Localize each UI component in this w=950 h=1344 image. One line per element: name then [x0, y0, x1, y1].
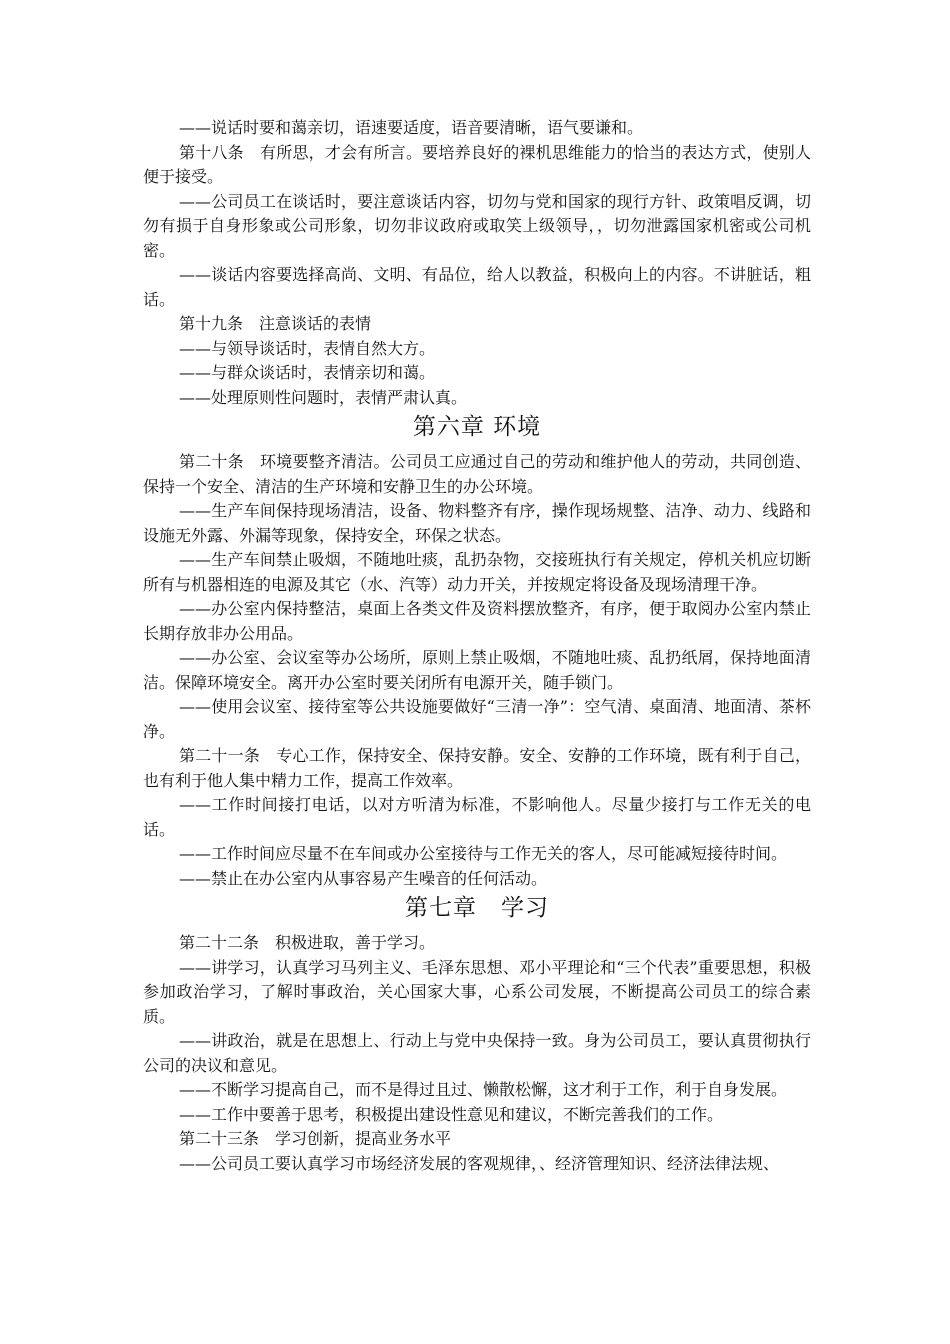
paragraph: ——使用会议室、接待室等公共设施要做好“三清一净”：空气清、桌面清、地面清、茶杯净。	[143, 697, 811, 741]
paragraph: ——与领导谈话时，表情自然大方。	[179, 338, 436, 358]
paragraph: ——办公室内保持整洁，桌面上各类文件及资料摆放整齐，有序，便于取阅办公室内禁止长期存放非办公用品。	[143, 599, 811, 643]
paragraph: ——说话时要和蔼亲切，语速要适度，语音要清晰，语气要谦和。	[179, 118, 644, 137]
paragraph: ——禁止在办公室内从事容易产生噪音的任何活动。	[179, 868, 548, 888]
chapter-7-heading: 第七章 学习	[405, 895, 549, 921]
article-23: 第二十三条 学习创新，提高业务水平	[179, 1129, 452, 1148]
paragraph: ——处理原则性问题时，表情严肃认真。	[179, 387, 468, 407]
paragraph: ——讲政治，就是在思想上、行动上与党中央保持一致。身为公司员工，要认真贯彻执行公司的决议和意见。	[143, 1031, 811, 1075]
paragraph: ——谈话内容要选择高尚、文明、有品位，给人以教益，积极向上的内容。不讲脏话，粗话。	[143, 265, 811, 309]
paragraph: ——公司员工要认真学习市场经济发展的客观规律，、经济管理知识、经济法律法规、	[179, 1153, 780, 1173]
article-18: 第十八条 有所思，才会有所言。要培养良好的裸机思维能力的恰当的表达方式，使别人便于接受。	[143, 142, 811, 186]
document-body	[143, 116, 811, 1176]
paragraph: ——公司员工在谈话时，要注意谈话内容，切勿与党和国家的现行方针、政策唱反调，切勿有损于自身形象或公司形象，切勿非议政府或取笑上级领导，，切勿泄露国家机密或公司机密。	[143, 191, 811, 260]
article-20: 第二十条 环境要整齐清洁。公司员工应通过自己的劳动和维护他人的劳动，共同创造、保持一个安全、清洁的生产环境和安静卫生的办公环境。	[143, 452, 811, 496]
paragraph: ——讲学习，认真学习马列主义、毛泽东思想、邓小平理论和“三个代表”重要思想，积极参加政治学习，了解时事政治，关心国家大事，心系公司发展，不断提高公司员工的综合素质。	[143, 957, 811, 1026]
paragraph: ——不断学习提高自己，而不是得过且过、懒散松懈，这才利于工作，利于自身发展。	[179, 1080, 788, 1099]
article-19: 第十九条 注意谈话的表情	[179, 314, 372, 333]
paragraph: ——生产车间保持现场清洁，设备、物料整齐有序，操作现场规整、洁净、动力、线路和设施无外露、外漏等现象，保持安全，环保之状态。	[143, 501, 811, 545]
paragraph: ——生产车间禁止吸烟，不随地吐痰，乱扔杂物，交接班执行有关规定，停机关机应切断所有与机器相连的电源及其它（水、汽等）动力开关，并按规定将设备及现场清理干净。	[143, 550, 811, 594]
article-22: 第二十二条 积极进取，善于学习。	[179, 933, 436, 952]
paragraph: ——办公室、会议室等办公场所，原则上禁止吸烟，不随地吐痰、乱扔纸屑，保持地面清洁。保障环境安全。离开办公室时要关闭所有电源开关，随手锁门。	[143, 648, 811, 692]
paragraph: ——工作时间接打电话，以对方听清为标准，不影响他人。尽量少接打与工作无关的电话。	[143, 795, 811, 839]
article-21: 第二十一条 专心工作，保持安全、保持安静。安全、安静的工作环境，既有利于自己，也有利于他人集中精力工作，提高工作效率。	[143, 746, 811, 790]
paragraph: ——工作时间应尽量不在车间或办公室接待与工作无关的客人，尽可能减短接待时间。	[179, 844, 788, 863]
paragraph: ——与群众谈话时，表情亲切和蔼。	[179, 363, 436, 382]
chapter-6-heading: 第六章 环境	[412, 414, 542, 440]
paragraph: ——工作中要善于思考，积极提出建设性意见和建议，不断完善我们的工作。	[179, 1104, 724, 1124]
